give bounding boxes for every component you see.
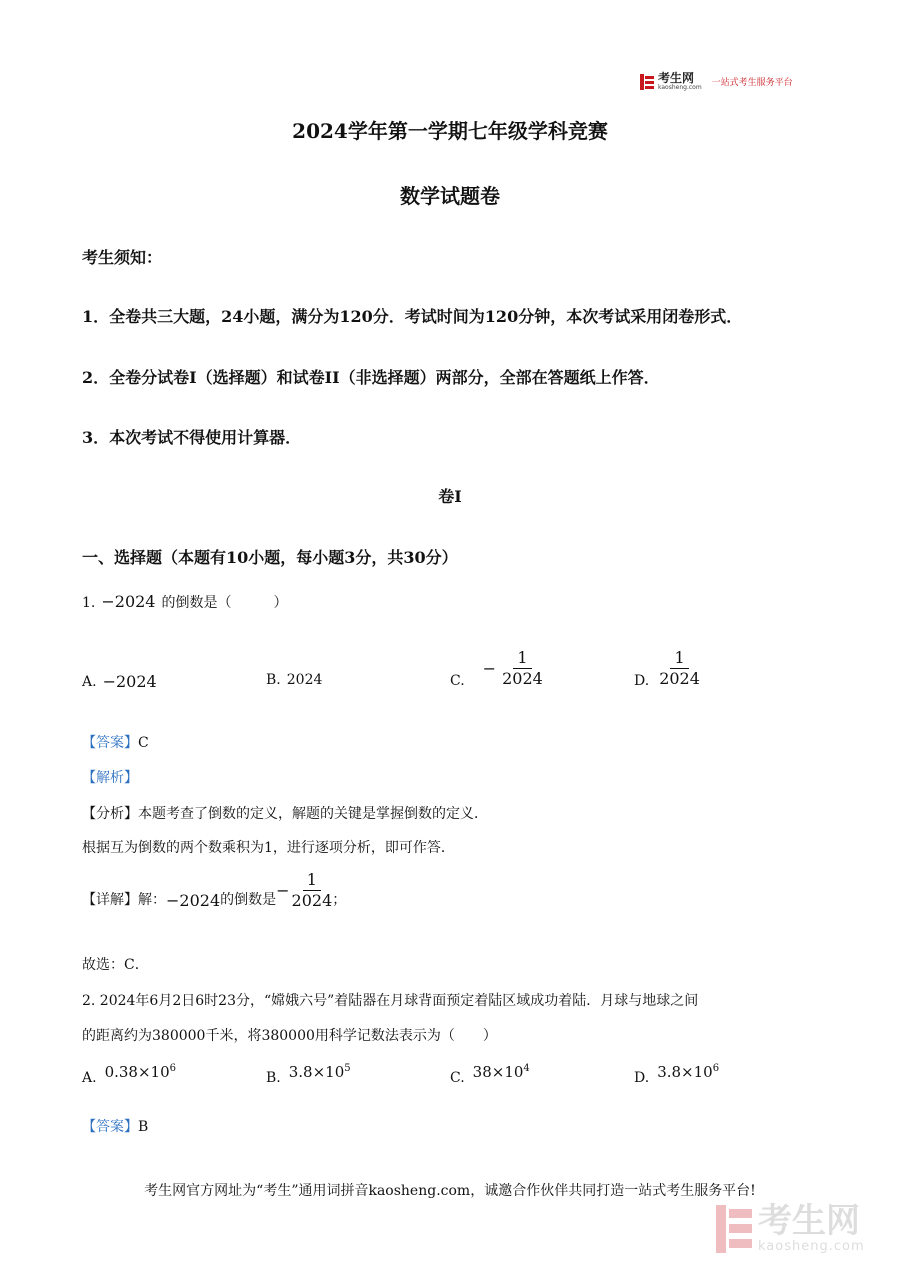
watermark-domain: kaosheng.com xyxy=(758,1239,865,1254)
option-base: 0.38×10 xyxy=(104,1063,170,1081)
fraction-numerator: 1 xyxy=(513,648,531,669)
question-expression: −2024 xyxy=(101,592,156,611)
option-label: A. xyxy=(82,673,97,690)
q1-answer xyxy=(82,732,149,752)
question-2-line-1: 2. 2024年6月2日6时23分，“嫦娥六号”着陆器在月球背面预定着陆区域成功着陆．月球与地球之间 xyxy=(82,993,699,1009)
q2-option-b xyxy=(266,1058,351,1086)
fraction xyxy=(659,648,700,689)
answer-tag: 【答案】 xyxy=(82,735,138,751)
q1-detail xyxy=(82,870,346,911)
option-label: B. xyxy=(266,1070,281,1086)
question-1-stem xyxy=(82,592,287,612)
option-label: D. xyxy=(634,1070,650,1086)
option-label: A. xyxy=(82,1070,97,1086)
option-exponent: 4 xyxy=(523,1063,530,1074)
q1-analysis-line: 根据互为倒数的两个数乘积为1，进行逐项分析，即可作答． xyxy=(82,840,455,856)
watermark-name: 考生网 xyxy=(758,1201,860,1241)
q1-fenxi xyxy=(82,803,488,823)
detail-tag: 【详解】 xyxy=(82,892,138,908)
notice-item-1: 1．全卷共三大题，24小题，满分为120分．考试时间为120分钟，本次考试采用闭卷形式． xyxy=(82,307,743,326)
volume-heading: 卷I xyxy=(438,487,462,506)
fenxi-text: 本题考查了倒数的定义，解题的关键是掌握倒数的定义． xyxy=(138,806,488,822)
option-exponent: 6 xyxy=(712,1063,720,1074)
question-number: 1. xyxy=(82,595,96,611)
answer-value: B xyxy=(138,1119,149,1135)
q1-option-a xyxy=(82,672,157,691)
fraction-numerator: 1 xyxy=(670,648,688,669)
option-base: 3.8×10 xyxy=(288,1063,345,1081)
q2-option-c xyxy=(450,1058,530,1086)
q1-option-d xyxy=(634,648,700,689)
notice-heading: 考生须知： xyxy=(82,248,163,267)
detail-end: ； xyxy=(332,892,347,908)
option-label: C. xyxy=(450,672,465,689)
footer-text: 考生网官方网址为“考生”通用词拼音kaosheng.com，诚邀合作伙伴共同打造一站式考生服务平台! xyxy=(144,1183,756,1199)
q1-option-b xyxy=(266,672,322,688)
kaosheng-logo-icon xyxy=(640,74,654,90)
watermark xyxy=(716,1203,865,1254)
answer-tag: 【答案】 xyxy=(82,1119,138,1135)
fraction xyxy=(502,648,543,689)
option-label: D. xyxy=(634,672,650,689)
notice-item-3: 3．本次考试不得使用计算器． xyxy=(82,428,302,447)
q2-option-d xyxy=(634,1058,719,1086)
minus-sign: − xyxy=(482,659,497,678)
question-2-line-2: 的距离约为380000千米，将380000用科学记数法表示为（ ） xyxy=(82,1028,497,1044)
option-label: B. xyxy=(266,672,281,688)
page-title: 2024学年第一学期七年级学科竞赛 xyxy=(292,119,608,143)
option-exponent: 6 xyxy=(169,1063,176,1074)
notice-item-2: 2．全卷分试卷I（选择题）和试卷II（非选择题）两部分，全部在答题纸上作答． xyxy=(82,368,660,387)
fraction-numerator: 1 xyxy=(303,870,321,891)
q2-answer xyxy=(82,1116,148,1136)
header-logo xyxy=(640,72,793,91)
q1-analysis-tag: 【解析】 xyxy=(82,770,138,786)
logo-slogan: 一站式考生服务平台 xyxy=(711,78,793,88)
q2-option-a xyxy=(82,1058,176,1086)
detail-middle: 的倒数是 xyxy=(220,892,277,908)
fraction-denominator: 2024 xyxy=(659,669,700,688)
logo-domain: kaosheng.com xyxy=(658,84,702,91)
page-subtitle: 数学试题卷 xyxy=(400,184,500,208)
option-value: −2024 xyxy=(102,672,157,691)
option-base: 3.8×10 xyxy=(657,1063,713,1081)
fraction xyxy=(292,870,333,911)
logo-name: 考生网 xyxy=(658,71,695,85)
fraction-denominator: 2024 xyxy=(291,891,333,910)
fraction-denominator: 2024 xyxy=(502,669,543,688)
option-value: 2024 xyxy=(286,672,323,688)
answer-value: C xyxy=(138,735,149,751)
question-text: 的倒数是（ ） xyxy=(161,595,288,611)
q1-option-c xyxy=(450,648,543,689)
detail-expression: −2024 xyxy=(166,891,221,910)
detail-prefix: 解： xyxy=(138,892,166,908)
minus-sign: − xyxy=(276,881,290,900)
fenxi-tag: 【分析】 xyxy=(82,806,138,822)
q1-choice: 故选：C． xyxy=(82,957,149,973)
section-heading: 一、选择题（本题有10小题，每小题3分，共30分） xyxy=(82,548,458,567)
option-exponent: 5 xyxy=(344,1063,351,1074)
option-base: 38×10 xyxy=(472,1063,524,1081)
kaosheng-watermark-icon xyxy=(716,1205,752,1253)
option-label: C. xyxy=(450,1070,465,1086)
